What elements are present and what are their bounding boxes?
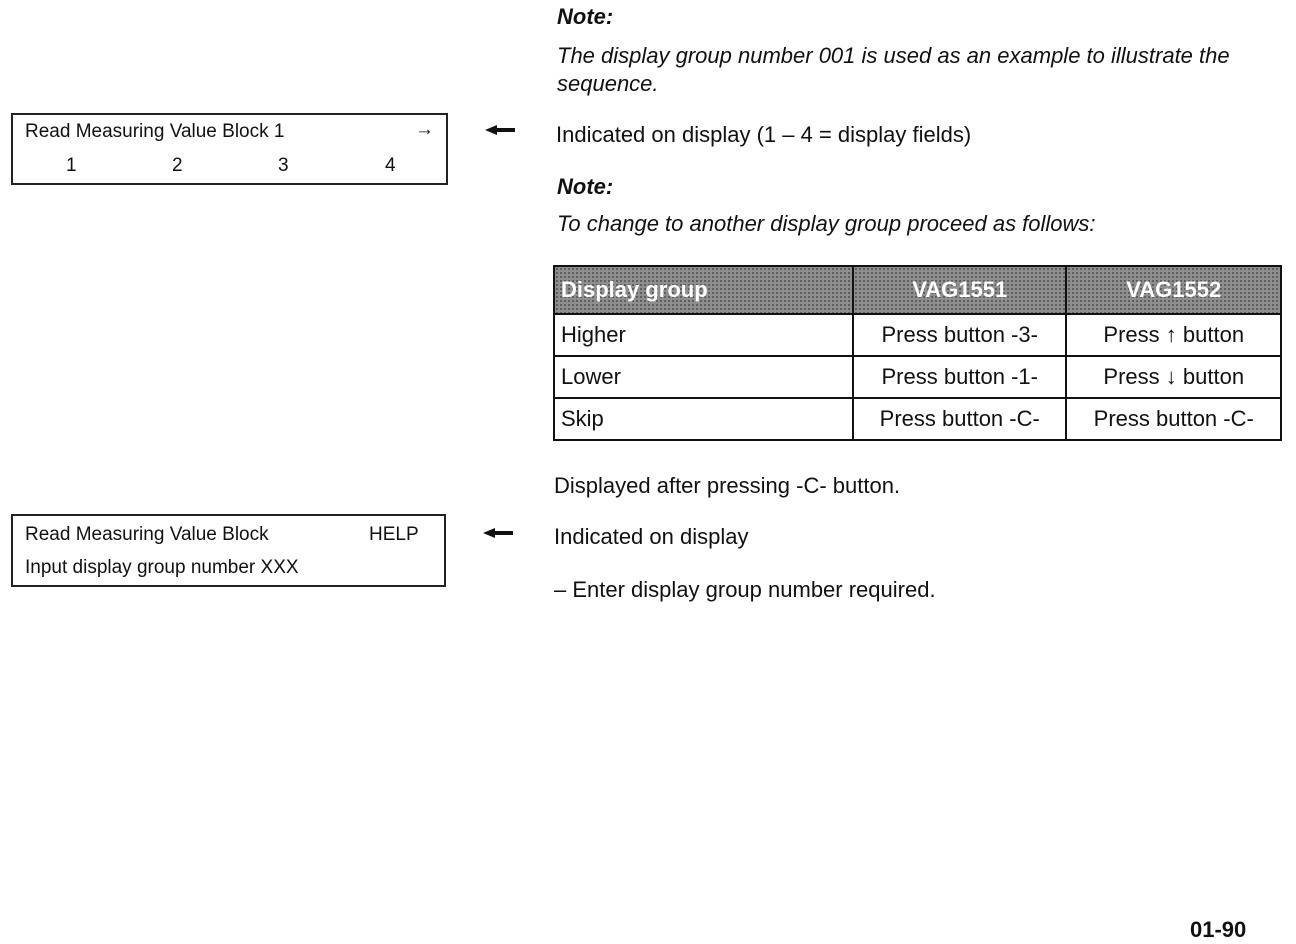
note-text-1: The display group number 001 is used as an example to illustrate the sequence.	[557, 43, 1230, 96]
display-2-line-1: Read Measuring Value Block	[25, 524, 269, 545]
display-2-help: HELP	[369, 524, 419, 545]
note-text-2: To change to another display group proceed as follows:	[557, 211, 1096, 236]
table-cell: Press button -C-	[853, 398, 1066, 440]
table-header-vag1552: VAG1552	[1066, 266, 1281, 314]
right-arrow-icon: →	[415, 119, 434, 140]
display-1-description: Indicated on display (1 – 4 = display fields)	[556, 122, 972, 147]
page-number: 01-90	[1190, 917, 1247, 942]
table-row	[554, 314, 1281, 356]
table-cell: Press button -3-	[853, 314, 1066, 356]
table-header-display-group: Display group	[554, 266, 853, 314]
table-cell: Press ↓ button	[1066, 356, 1281, 398]
display-group-table	[553, 265, 1282, 441]
pointer-arrow-icon	[485, 123, 515, 137]
display-field-4: 4	[385, 155, 396, 176]
table-header-row	[554, 266, 1281, 314]
display-box-2	[11, 514, 446, 587]
display-field-3: 3	[278, 155, 289, 176]
display-1-line-1: Read Measuring Value Block 1	[25, 121, 285, 142]
note-heading-2: Note:	[557, 174, 614, 199]
table-cell: Press button -1-	[853, 356, 1066, 398]
table-cell: Press button -C-	[1066, 398, 1281, 440]
display-field-2: 2	[172, 155, 183, 176]
pointer-arrow-icon	[483, 526, 513, 540]
table-cell: Press ↑ button	[1066, 314, 1281, 356]
display-2-line-2: Input display group number XXX	[25, 557, 299, 578]
note-heading-1: Note:	[557, 4, 614, 29]
display-box-1	[11, 113, 448, 185]
step-instruction: – Enter display group number required.	[554, 577, 936, 602]
table-cell: Higher	[554, 314, 853, 356]
table-row	[554, 356, 1281, 398]
table-row	[554, 398, 1281, 440]
table-cell: Lower	[554, 356, 853, 398]
display-field-1: 1	[66, 155, 77, 176]
display-2-description: Indicated on display	[554, 524, 749, 549]
table-cell: Skip	[554, 398, 853, 440]
after-table-text: Displayed after pressing -C- button.	[554, 473, 901, 498]
table-header-vag1551: VAG1551	[853, 266, 1066, 314]
